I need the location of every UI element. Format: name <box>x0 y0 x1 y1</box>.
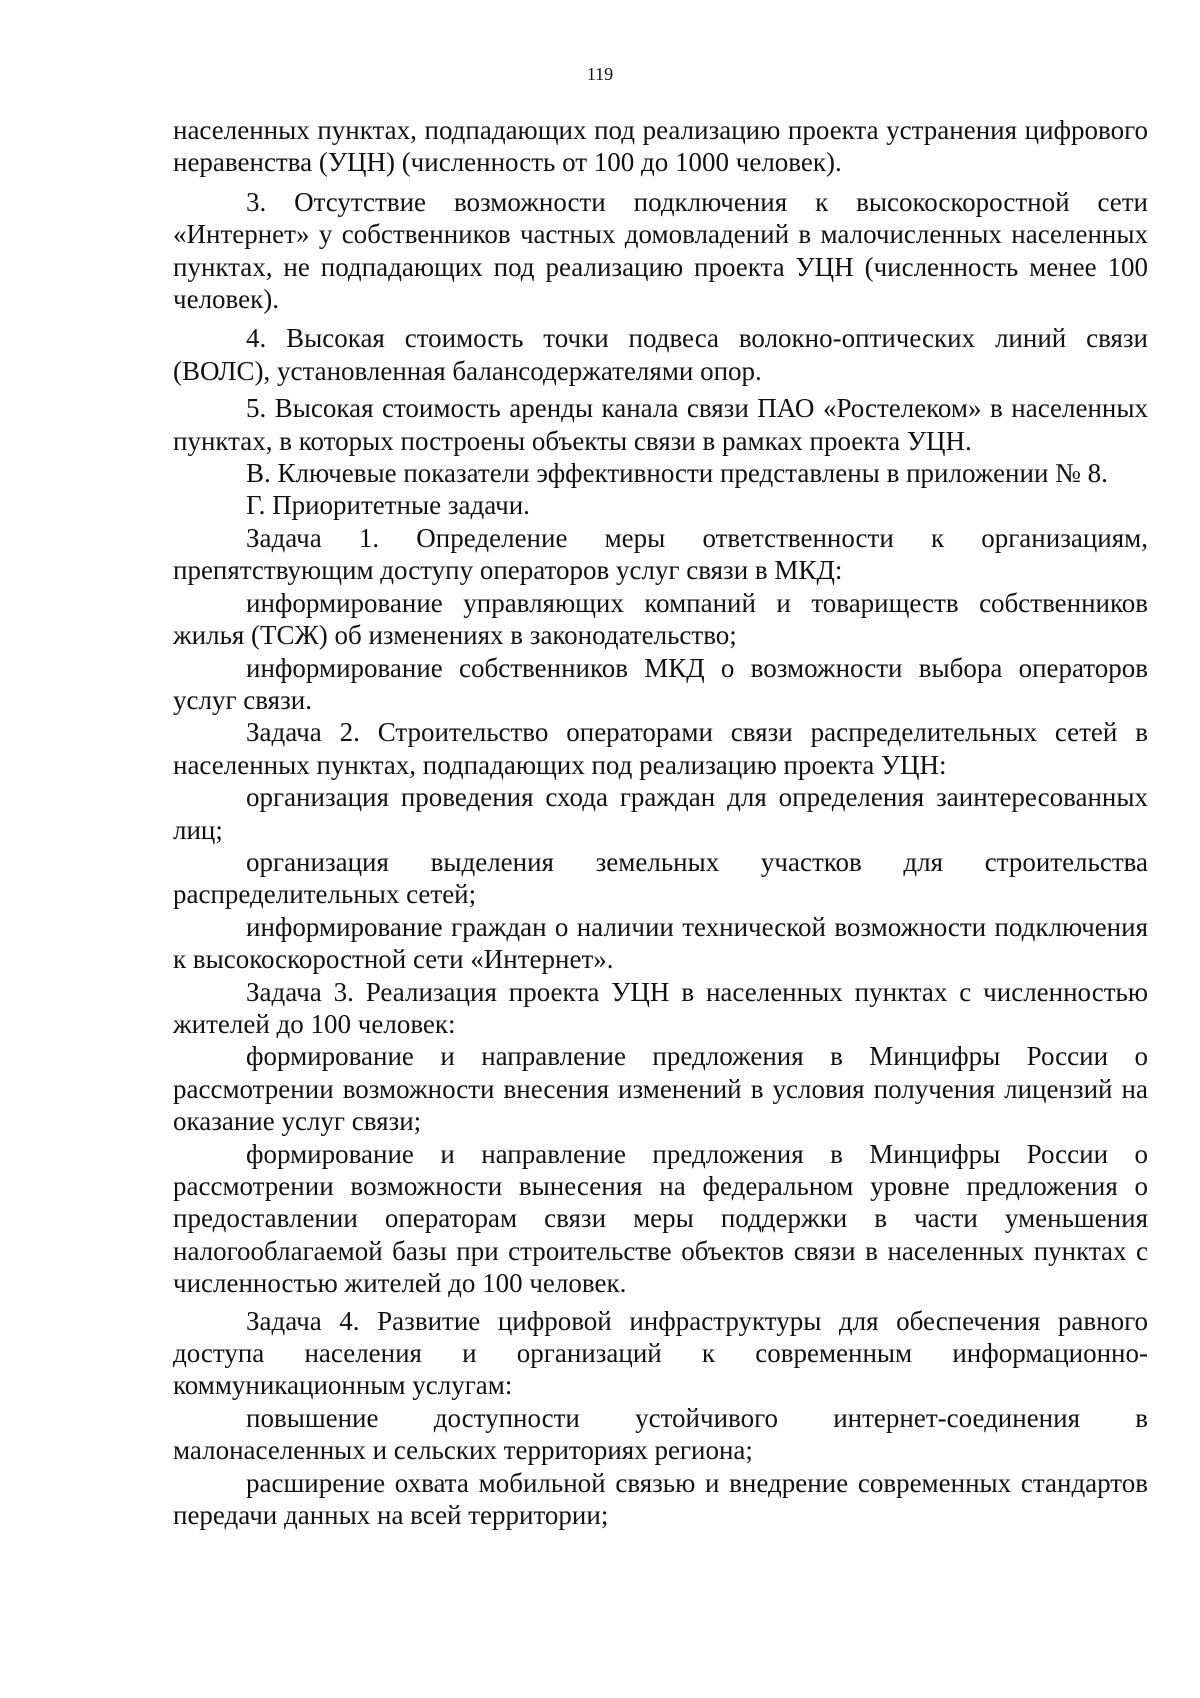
paragraph-task-1-item-2: информирование собственников МКД о возможности выбора операторов услуг связи. <box>173 652 1148 715</box>
paragraph-section-g: Г. Приоритетные задачи. <box>246 490 530 521</box>
paragraph-task-4-item-1: повышение доступности устойчивого интернет-соединения в малонаселенных и сельских территориях региона; <box>173 1402 1148 1466</box>
paragraph-task-1-item-1: информирование управляющих компаний и товариществ собственников жилья (ТСЖ) об изменениях в законодательство; <box>173 587 1148 651</box>
paragraph-task-3-item-2: формирование и направление предложения в Минцифры России о рассмотрении возможности вынесения на федеральном уровне предложения о предоставлении операторам связи меры поддержки в части уменьшения налогооблагаемой базы при строительстве объектов связи в населенных пунктах с численностью жителей до 100 человек. <box>173 1138 1148 1299</box>
paragraph-task-2-item-1: организация проведения схода граждан для определения заинтересованных лиц; <box>173 782 1148 845</box>
paragraph-task-4-item-2: расширение охвата мобильной связью и внедрение современных стандартов передачи данных на всей территории; <box>173 1467 1148 1531</box>
paragraph-problem-3: 3. Отсутствие возможности подключения к высокоскоростной сети «Интернет» у собственников частных домовладений в малочисленных населенных пунктах, не подпадающих под реализацию проекта УЦН (численность менее 100 человек). <box>173 186 1148 315</box>
page-number: 119 <box>586 64 614 84</box>
paragraph-task-2-item-3: информирование граждан о наличии технической возможности подключения к высокоскоростной сети «Интернет». <box>173 911 1148 975</box>
paragraph-task-3-item-1: формирование и направление предложения в Минцифры России о рассмотрении возможности внесения изменений в условия получения лицензий на оказание услуг связи; <box>173 1041 1148 1137</box>
paragraph-task-4: Задача 4. Развитие цифровой инфраструктуры для обеспечения равного доступа населения и организаций к современным информационно-коммуникационным услугам: <box>173 1305 1148 1401</box>
paragraph-task-2: Задача 2. Строительство операторами связи распределительных сетей в населенных пунктах, подпадающих под реализацию проекта УЦН: <box>173 717 1148 780</box>
paragraph-continuation: населенных пунктах, подпадающих под реализацию проекта устранения цифрового неравенства (УЦН) (численность от 100 до 1000 человек). <box>173 115 1148 178</box>
paragraph-problem-5: 5. Высокая стоимость аренды канала связи ПАО «Ростелеком» в населенных пунктах, в которых построены объекты связи в рамках проекта УЦН. <box>173 393 1148 456</box>
paragraph-task-2-item-2: организация выделения земельных участков для строительства распределительных сетей; <box>173 846 1148 910</box>
document-body <box>173 114 1148 1531</box>
paragraph-section-v: В. Ключевые показатели эффективности представлены в приложении № 8. <box>246 458 1108 489</box>
paragraph-problem-4: 4. Высокая стоимость точки подвеса волокно-оптических линий связи (ВОЛС), установленная балансодержателями опор. <box>173 323 1148 386</box>
paragraph-task-1: Задача 1. Определение меры ответственности к организациям, препятствующим доступу операторов услуг связи в МКД: <box>173 522 1148 586</box>
paragraph-task-3: Задача 3. Реализация проекта УЦН в населенных пунктах с численностью жителей до 100 человек: <box>173 976 1148 1039</box>
